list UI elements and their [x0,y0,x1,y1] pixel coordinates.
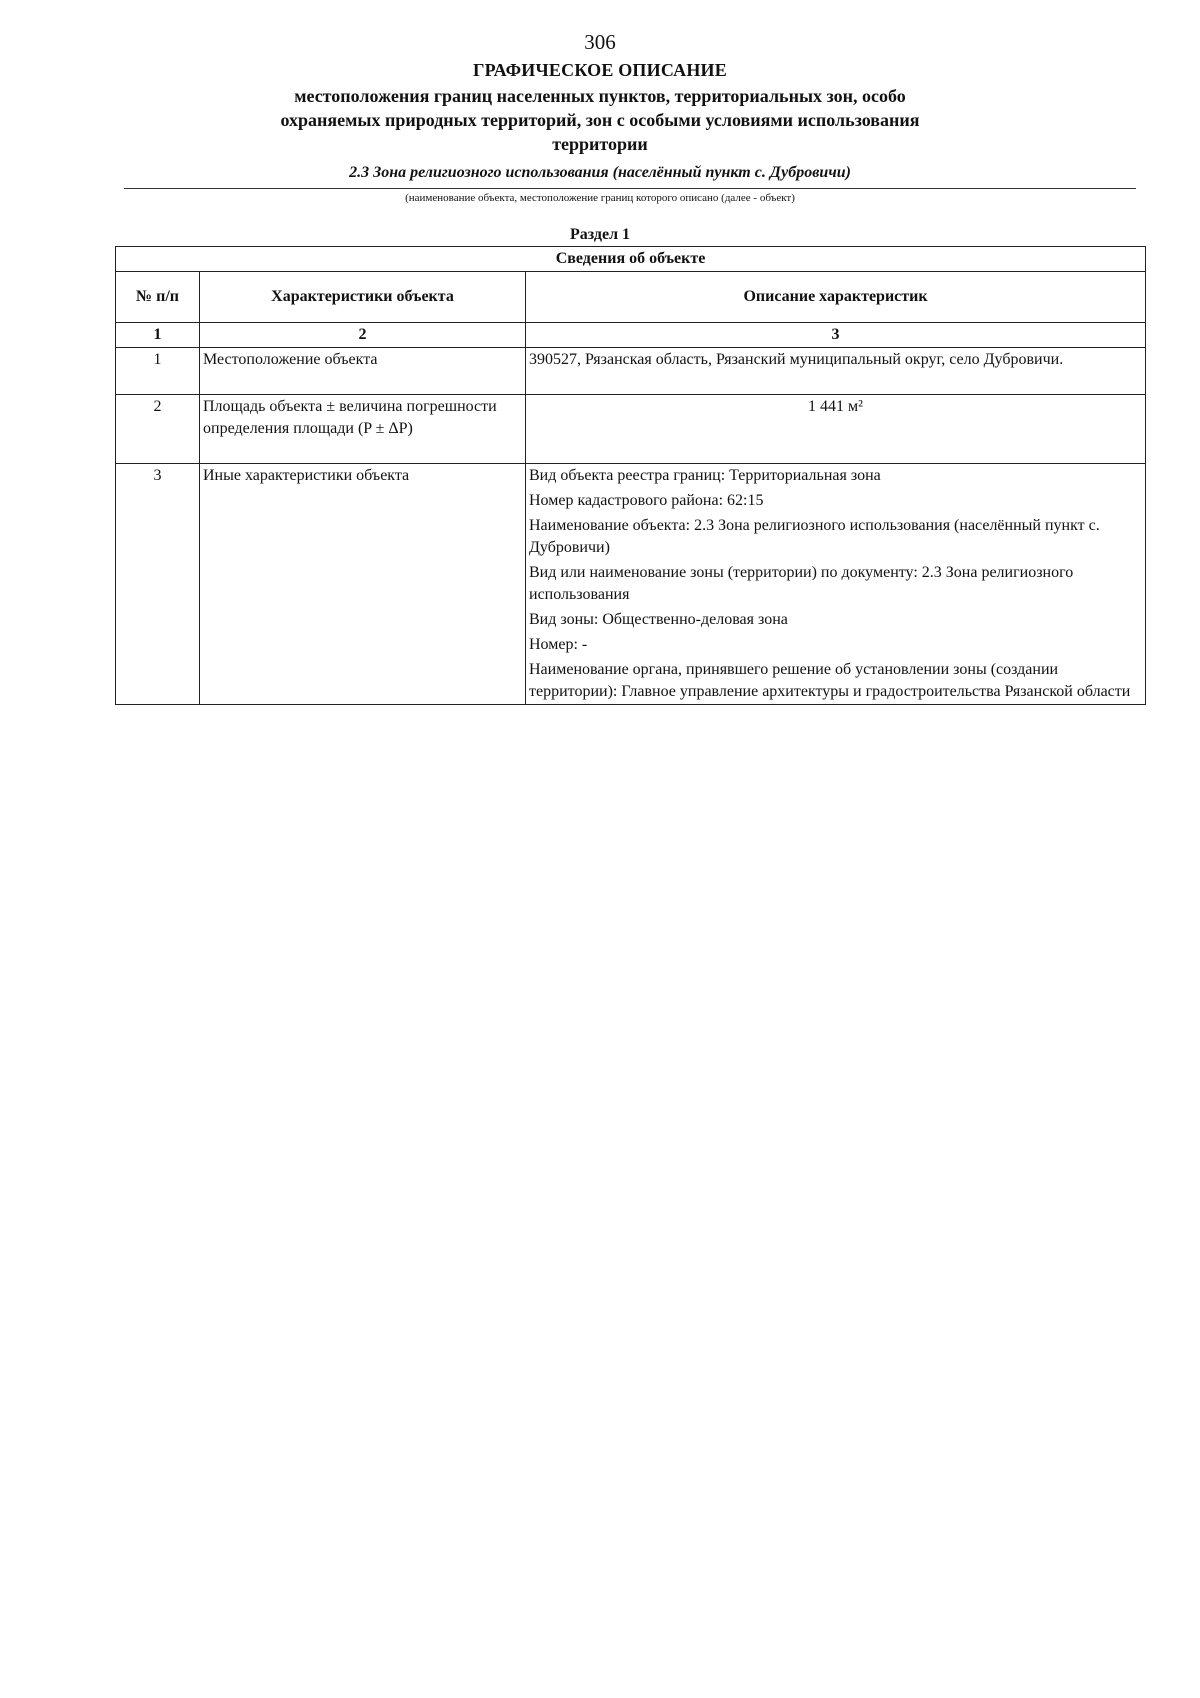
column-number-row [116,323,1146,348]
description-line: Вид или наименование зоны (территории) по документу: 2.3 Зона религиозного использования [529,564,1074,603]
row-number: 3 [116,464,200,705]
description-line: Номер: - [529,636,588,653]
table-row [116,464,1146,705]
description-line: Вид объекта реестра границ: Территориальная зона [529,467,881,484]
object-info-table [115,246,1146,705]
column-number-2: 2 [200,323,526,348]
table-caption: Сведения об объекте [116,247,1146,272]
row-characteristic: Местоположение объекта [200,348,526,395]
row-description: 390527, Рязанская область, Рязанский муниципальный округ, село Дубровичи. [526,348,1146,395]
description-line: Наименование объекта: 2.3 Зона религиозного использования (населённый пункт с. Дубровичи) [529,517,1100,556]
row-description: 1 441 м² [526,395,1146,464]
column-number-1: 1 [116,323,200,348]
header-characteristic: Характеристики объекта [200,272,526,323]
object-name: 2.3 Зона религиозного использования (населённый пункт с. Дубровичи) [349,164,851,181]
document-subtitle: местоположения границ населенных пунктов, территориальных зон, особо охраняемых природных территорий, зон с особыми условиями использования территории [280,86,920,154]
row-number: 1 [116,348,200,395]
column-number-3: 3 [526,323,1146,348]
header-description: Описание характеристик [526,272,1146,323]
row-description [526,464,1146,705]
description-line: Номер кадастрового района: 62:15 [529,492,764,509]
page-number: 306 [584,30,616,54]
header-number: № п/п [116,272,200,323]
row-number: 2 [116,395,200,464]
document-title: ГРАФИЧЕСКОЕ ОПИСАНИЕ [473,60,727,80]
object-name-underline [124,188,1136,189]
table-header-row [116,272,1146,323]
object-caption: (наименование объекта, местоположение границ которого описано (далее - объект) [405,192,795,204]
section-title: Раздел 1 [569,226,631,243]
description-line: Наименование органа, принявшего решение об установлении зоны (создании территории): Главное управление архитектуры и градостроительства Рязанской области [529,661,1131,700]
table-caption-row [116,247,1146,272]
table-row [116,395,1146,464]
row-characteristic: Иные характеристики объекта [200,464,526,705]
table-row [116,348,1146,395]
description-line: Вид зоны: Общественно-деловая зона [529,611,788,628]
row-characteristic: Площадь объекта ± величина погрешности определения площади (P ± ΔP) [200,395,526,464]
